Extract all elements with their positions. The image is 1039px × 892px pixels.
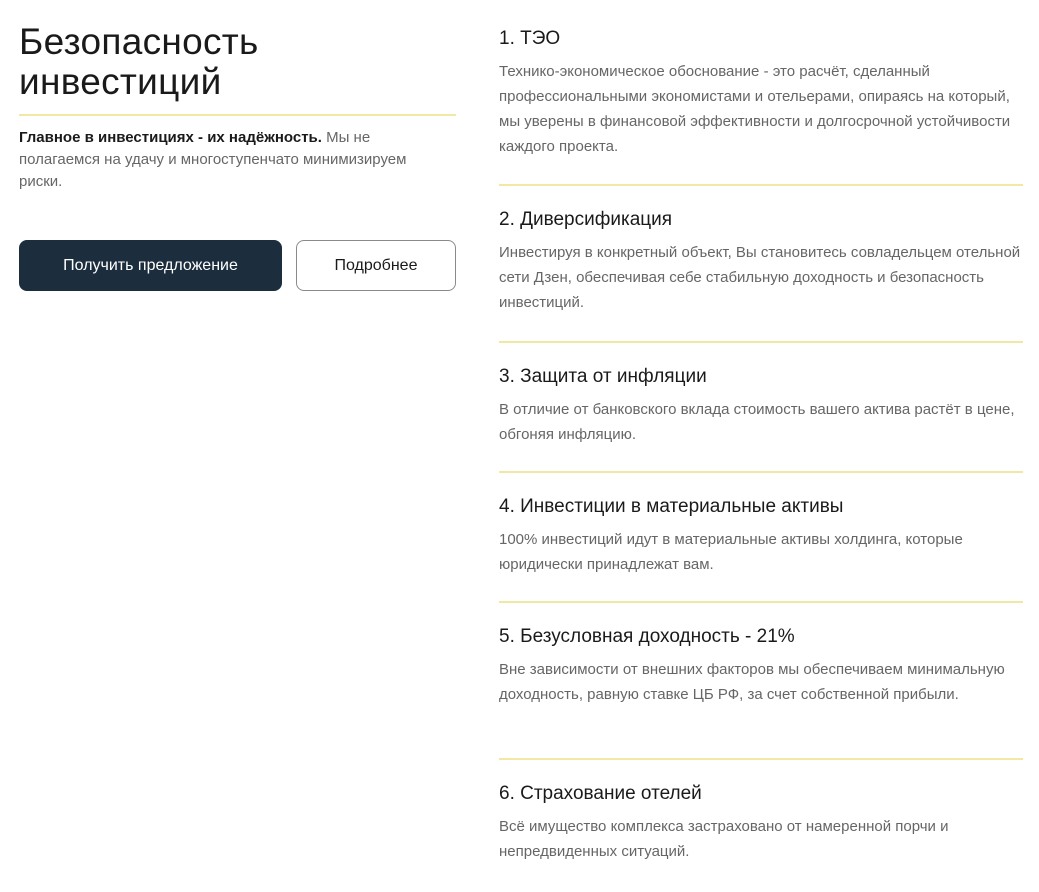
features-list [499, 28, 1023, 864]
feature-description: Инвестируя в конкретный объект, Вы становитесь совладельцем отельной сети Дзен, обеспечивая себе стабильную доходность и безопасность инвестиций. [499, 244, 1021, 311]
feature-item [499, 473, 1023, 601]
get-offer-button[interactable]: Получить предложение [19, 240, 282, 291]
more-details-button[interactable]: Подробнее [296, 240, 456, 291]
feature-item [499, 603, 1023, 758]
feature-item [499, 28, 1023, 184]
feature-description: Вне зависимости от внешних факторов мы обеспечиваем минимальную доходность, равную ставке ЦБ РФ, за счет собственной прибыли. [499, 661, 1005, 703]
feature-item [499, 343, 1023, 471]
feature-item [499, 186, 1023, 341]
title-divider [19, 114, 456, 116]
feature-title: 2. Диверсификация [499, 209, 673, 230]
lead-rest: Мы не полагаемся на удачу и многоступенчато минимизируем риски. [19, 129, 407, 190]
feature-item [499, 760, 1023, 864]
feature-title: 5. Безусловная доходность - 21% [499, 626, 795, 647]
feature-description: Всё имущество комплекса застраховано от намеренной порчи и непредвиденных ситуаций. [499, 818, 949, 860]
feature-title: 6. Страхование отелей [499, 783, 702, 804]
feature-description: Технико-экономическое обоснование - это расчёт, сделанный профессиональными экономистами и отельерами, опираясь на который, мы уверены в финансовой эффективности и долгосрочной устойчивости каждого проекта. [499, 63, 1011, 155]
lead-text [19, 127, 429, 193]
feature-description: В отличие от банковского вклада стоимость вашего актива растёт в цене, обгоняя инфляцию. [499, 401, 1015, 443]
left-column [19, 21, 456, 274]
feature-title: 1. ТЭО [499, 28, 561, 49]
button-group [19, 240, 456, 291]
feature-title: 3. Защита от инфляции [499, 366, 707, 387]
feature-description: 100% инвестиций идут в материальные активы холдинга, которые юридически принадлежат вам. [499, 531, 963, 573]
page-title: Безопасность инвестиций [19, 21, 259, 102]
lead-bold: Главное в инвестициях - их надёжность. [19, 129, 322, 146]
feature-title: 4. Инвестиции в материальные активы [499, 496, 844, 517]
